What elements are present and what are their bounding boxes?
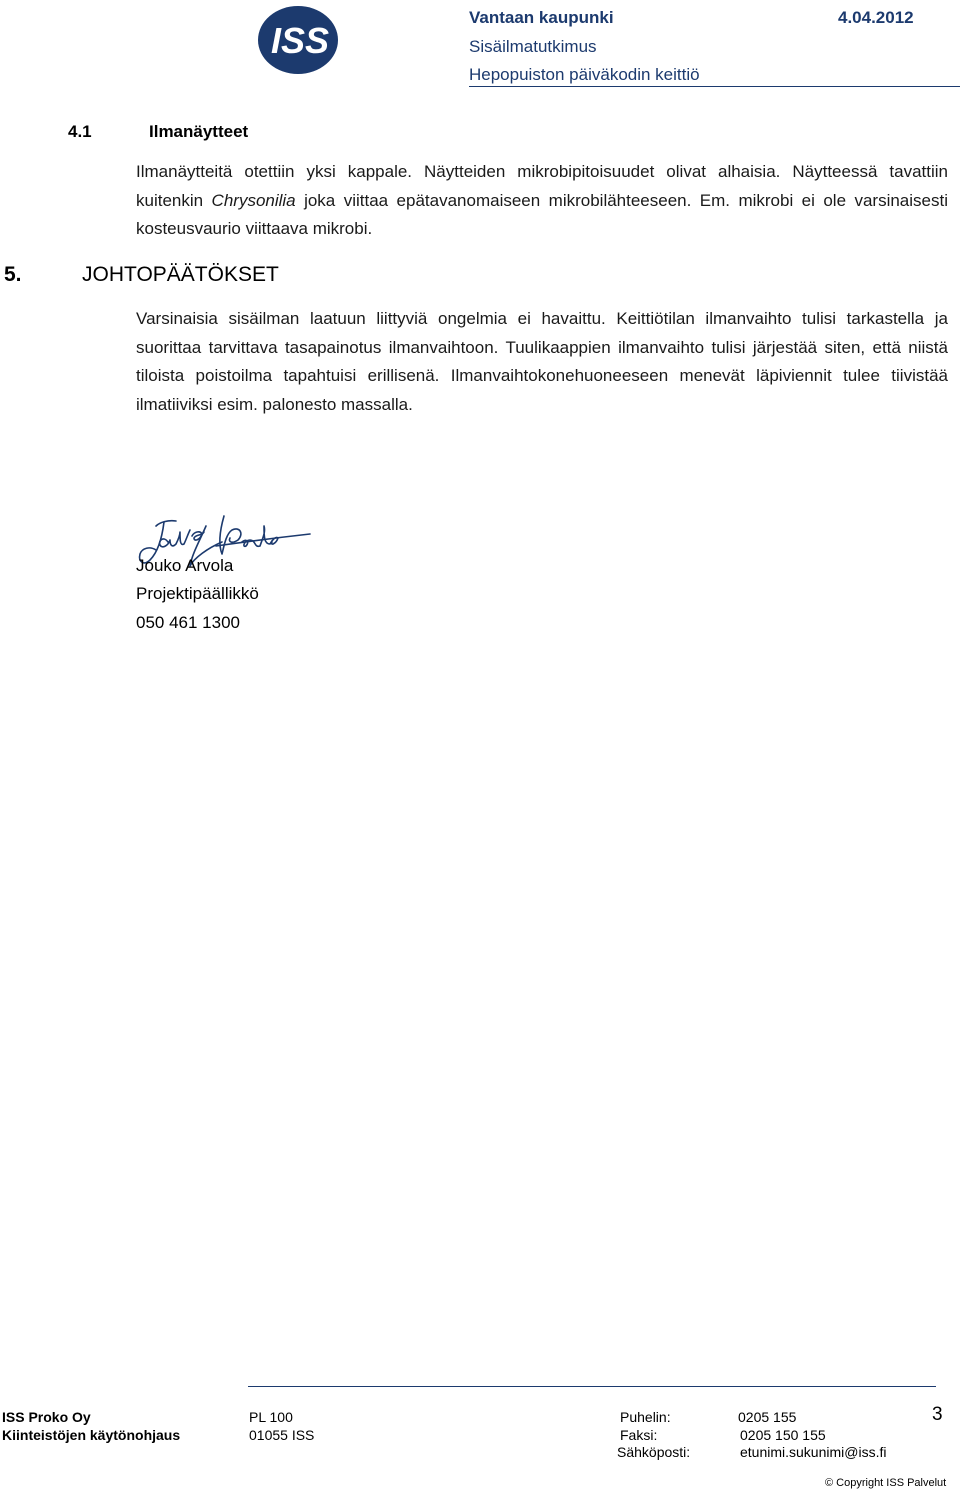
header-site: Hepopuiston päiväkodin keittiö [469,65,700,84]
section-4-1-text-end: joka viittaa epätavanomaiseen mikrobilähteeseen. Em. mikrobi ei ole varsinaisesti kosteusvaurio viittaava mikrobi. [136,190,948,238]
section-5-text: Varsinaisia sisäilman laatuun liittyviä ongelmia ei havaittu. Keittiötilan ilmanvaihto tulisi tarkastella ja suorittaa tarvittava tasapainotus ilmanvaihtoon. Tuulikaappien ilmanvaihto tulisi järjestää siten, että niistä tiloista poistoilma tapahtuisi erillisenä. Ilmanvaihtokonehuoneeseen menevät läpiviennit tulee tiivistää ilmatiiviksi esim. palonesto massalla. [136,309,948,414]
header-client: Vantaan kaupunki [469,8,614,27]
footer-phone: 0205 155 [738,1409,797,1425]
signer-name: Jouko Arvola [136,556,234,575]
footer-department: Kiinteistöjen käytönohjaus [2,1427,181,1443]
section-4-1-paragraph [136,158,948,244]
section-4-1-text-start: Ilmanäytteitä otettiin yksi kappale. Näytteiden mikrobipitoisuudet olivat alhaisia. Näytteessä tavattiin kuitenkin [136,162,948,210]
footer-fax: 0205 150 155 [740,1427,826,1443]
page-number: 3 [932,1404,943,1425]
header-date: 4.04.2012 [838,8,914,27]
signer-title: Projektipäällikkö [136,584,259,603]
species-name: Chrysonilia [211,190,296,210]
section-4-1-number: 4.1 [68,122,92,141]
footer-email: etunimi.sukunimi@iss.fi [740,1444,887,1460]
signer-phone: 050 461 1300 [136,613,240,632]
footer-company: ISS Proko Oy [2,1409,91,1425]
footer-divider [248,1386,936,1387]
footer-po-box: PL 100 [249,1409,293,1425]
footer-phone-label: Puhelin: [620,1409,671,1425]
section-5-paragraph [136,305,948,419]
section-5-title: JOHTOPÄÄTÖKSET [82,263,279,286]
section-5-number: 5. [4,263,22,286]
svg-text:ISS: ISS [270,20,330,61]
iss-logo [256,4,340,76]
header-divider [469,86,960,87]
footer-postal: 01055 ISS [249,1427,315,1443]
header-report-type: Sisäilmatutkimus [469,37,597,56]
footer-email-label: Sähköposti: [617,1444,691,1460]
section-4-1-title: Ilmanäytteet [149,122,249,141]
copyright: © Copyright ISS Palvelut [825,1477,947,1489]
footer-fax-label: Faksi: [620,1427,658,1443]
